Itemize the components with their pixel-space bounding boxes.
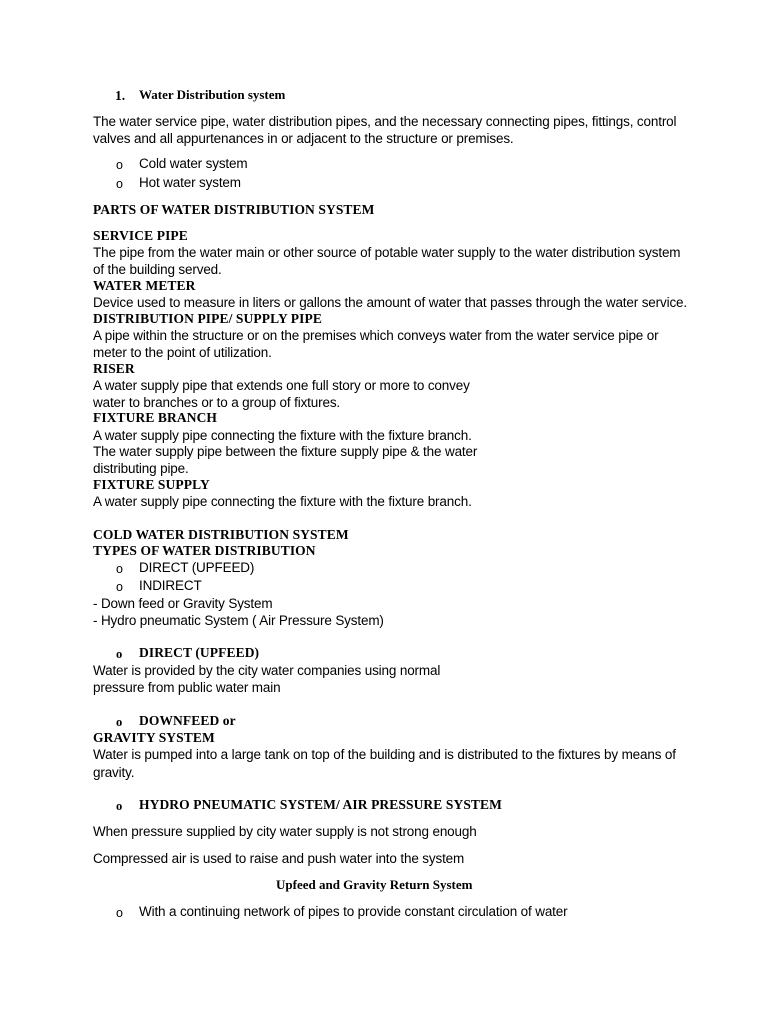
type-item: INDIRECT (139, 578, 202, 593)
types-heading: TYPES OF WATER DISTRIBUTION (93, 543, 316, 558)
section-number: 1. (115, 88, 126, 103)
type-item: DIRECT (UPFEED) (139, 560, 255, 575)
cold-sub-line2: - Hydro pneumatic System ( Air Pressure System) (93, 613, 384, 628)
riser-title: RISER (93, 361, 135, 376)
bullet-icon: o (116, 177, 123, 191)
parts-heading: PARTS OF WATER DISTRIBUTION SYSTEM (93, 202, 375, 217)
riser-line1: A water supply pipe that extends one full story or more to convey (93, 378, 470, 393)
cold-sub-line1: - Down feed or Gravity System (93, 596, 273, 611)
service-pipe-line1: The pipe from the water main or other source of potable water supply to the water distribution system (93, 245, 681, 260)
distribution-pipe-title: DISTRIBUTION PIPE/ SUPPLY PIPE (93, 311, 322, 326)
list-item: Cold water system (139, 156, 248, 171)
distribution-pipe-line1: A pipe within the structure or on the premises which conveys water from the water service pipe or (93, 328, 659, 343)
downfeed-line1: Water is pumped into a large tank on top of the building and is distributed to the fixtures by means of (93, 747, 676, 762)
bullet-icon: o (116, 158, 123, 172)
downfeed-title-line2: GRAVITY SYSTEM (93, 730, 215, 745)
fixture-branch-line1: A water supply pipe connecting the fixture with the fixture branch. (93, 428, 472, 443)
fixture-branch-title: FIXTURE BRANCH (93, 410, 218, 425)
bullet-icon: o (116, 647, 123, 661)
section-desc-line1: The water service pipe, water distribution pipes, and the necessary connecting pipes, fittings, control (93, 114, 677, 129)
section-desc-line2: valves and all appurtenances in or adjacent to the structure or premises. (93, 131, 514, 146)
service-pipe-title: SERVICE PIPE (93, 228, 188, 243)
bullet-icon: o (116, 799, 123, 813)
direct-line1: Water is provided by the city water companies using normal (93, 663, 441, 678)
bullet-icon: o (116, 562, 123, 576)
hydro-title: HYDRO PNEUMATIC SYSTEM/ AIR PRESSURE SYSTEM (139, 797, 502, 812)
direct-line2: pressure from public water main (93, 680, 281, 695)
downfeed-line2: gravity. (93, 765, 135, 780)
riser-line2: water to branches or to a group of fixtures. (93, 395, 341, 410)
bullet-icon: o (116, 715, 123, 729)
direct-title: DIRECT (UPFEED) (139, 645, 260, 660)
cold-heading: COLD WATER DISTRIBUTION SYSTEM (93, 527, 349, 542)
hydro-line1: When pressure supplied by city water supply is not strong enough (93, 824, 477, 839)
list-item: Hot water system (139, 175, 241, 190)
bullet-icon: o (116, 580, 123, 594)
service-pipe-line2: of the building served. (93, 262, 222, 277)
fixture-branch-line2: The water supply pipe between the fixture supply pipe & the water (93, 444, 478, 459)
distribution-pipe-line2: meter to the point of utilization. (93, 345, 272, 360)
fixture-branch-line3: distributing pipe. (93, 461, 189, 476)
section-title: Water Distribution system (139, 87, 286, 102)
upfeed-gravity-bullet: With a continuing network of pipes to provide constant circulation of water (139, 904, 568, 919)
fixture-supply-title: FIXTURE SUPPLY (93, 477, 210, 492)
hydro-line2: Compressed air is used to raise and push water into the system (93, 851, 465, 866)
downfeed-title-line1: DOWNFEED or (139, 713, 236, 728)
water-meter-line1: Device used to measure in liters or gallons the amount of water that passes through the water service. (93, 295, 688, 310)
upfeed-gravity-title: Upfeed and Gravity Return System (276, 877, 473, 892)
fixture-supply-line1: A water supply pipe connecting the fixture with the fixture branch. (93, 494, 472, 509)
bullet-icon: o (116, 906, 123, 920)
water-meter-title: WATER METER (93, 278, 196, 293)
